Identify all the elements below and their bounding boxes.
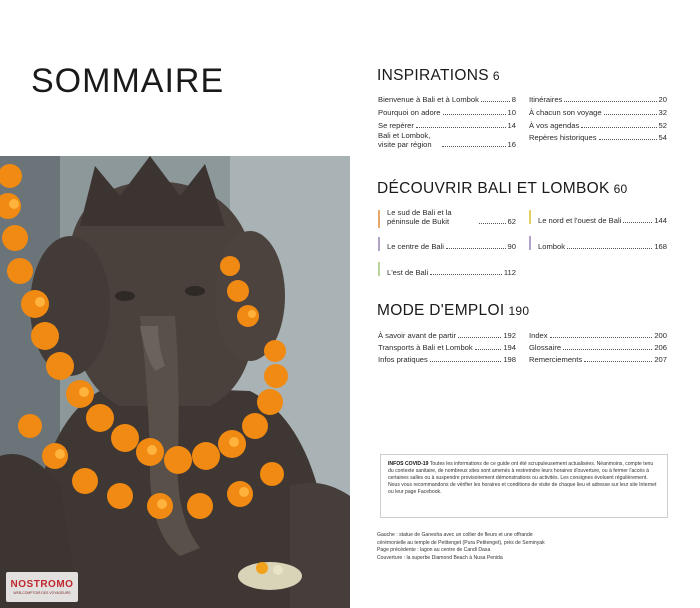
toc-entry[interactable] [529,331,667,340]
entry-label: Le sud de Bali et la péninsule de Bukit [387,208,452,226]
entry-label: À savoir avant de partir [378,331,457,340]
toc-entry[interactable] [378,131,516,149]
publisher-logo [6,572,78,602]
leader-dots [584,361,652,362]
leader-dots [599,139,657,140]
entry-page: 8 [511,95,516,104]
section-page: 60 [613,182,628,196]
section-title-inspirations [377,67,500,85]
section-name: INSPIRATIONS [377,67,489,84]
entry-page: 10 [507,108,516,117]
entry-label: Remerciements [529,355,583,364]
leader-dots [475,349,502,350]
entry-label: L'est de Bali [387,268,429,277]
photo-captions [377,532,557,562]
leader-dots [481,101,510,102]
entry-label: À chacun son voyage [529,108,602,117]
logo-subtext: WEB-COMPTOIR DES VOYAGEURS [13,591,71,595]
region-color-bar [378,262,380,276]
region-color-bar [378,210,380,228]
section-page: 190 [508,304,530,318]
entry-label: Pourquoi on adore [378,108,441,117]
page-title: SOMMAIRE [31,62,225,100]
caption-cover: Couverture : la superbe Diamond Beach à Nusa Penida [377,554,503,561]
entry-label: Le centre de Bali [387,242,444,251]
leader-dots [563,349,652,350]
toc-entry[interactable] [378,355,516,364]
section-title-mode-emploi [377,302,529,320]
toc-entry[interactable] [529,133,667,142]
entry-page: 192 [503,331,516,340]
entry-label: Transports à Bali et Lombok [378,343,473,352]
toc-entry[interactable] [378,343,516,352]
leader-dots [442,146,506,147]
entry-page: 207 [654,355,667,364]
leader-dots [443,114,506,115]
toc-entry[interactable] [387,268,516,277]
leader-dots [458,337,501,338]
leader-dots [446,248,506,249]
entry-label: Glossaire [529,343,562,352]
section-name: MODE D'EMPLOI [377,302,505,319]
toc-entry[interactable] [538,242,667,251]
entry-page: 52 [658,121,667,130]
toc-entry[interactable] [538,216,667,225]
entry-label: Bienvenue à Bali et à Lombok [378,95,479,104]
leader-dots [416,127,506,128]
toc-entry[interactable] [529,108,667,117]
section-name: DÉCOUVRIR BALI ET LOMBOK [377,180,610,197]
region-color-bar [529,210,531,224]
toc-entry[interactable] [387,208,516,226]
leader-dots [581,127,656,128]
entry-page: 90 [507,242,516,251]
toc-entry[interactable] [529,121,667,130]
leader-dots [479,223,506,224]
leader-dots [550,337,653,338]
region-color-bar [378,237,380,251]
entry-label: Le nord et l'ouest de Bali [538,216,622,225]
leader-dots [623,222,652,223]
section-title-decouvrir [377,180,628,198]
toc-entry[interactable] [529,95,667,104]
entry-page: 144 [654,216,667,225]
entry-label: Lombok [538,242,566,251]
entry-page: 14 [507,121,516,130]
entry-label: Bali et Lombok, visite par région [378,131,432,149]
ganesha-photo [0,156,350,608]
toc-entry[interactable] [387,242,516,251]
leader-dots [564,101,656,102]
entry-label: À vos agendas [529,121,580,130]
section-page: 6 [492,69,500,83]
entry-page: 62 [507,217,516,226]
covid-heading: INFOS COVID-19 [388,461,429,467]
entry-page: 198 [503,355,516,364]
entry-page: 200 [654,331,667,340]
covid-text: Toutes les informations de ce guide ont été scrupuleusement actualisées. Néanmoins, compte tenu du contexte sanitaire, de nombreux sites sont amenés à restreindre leurs horaires d'ouverture, ou à fermer l'accès à certaines salles ou à suspendre provisoirement démonstrations ou activités. Les consignes évoluent régulièrement. Nous vous recommandons de vérifier les horaires et conditions de visite de chaque lieu et adresse sur leur site Internet ou leur page Facebook. [388,461,657,495]
leader-dots [604,114,657,115]
entry-label: Itinéraires [529,95,563,104]
entry-page: 32 [658,108,667,117]
leader-dots [430,361,502,362]
entry-label: Index [529,331,548,340]
entry-label: Infos pratiques [378,355,428,364]
entry-page: 194 [503,343,516,352]
toc-entry[interactable] [378,108,516,117]
toc-entry[interactable] [378,121,516,130]
entry-page: 112 [503,268,516,277]
entry-label: Se repérer [378,121,414,130]
ganesha-statue-illustration [0,156,350,608]
covid-info-box [380,454,668,518]
toc-entry[interactable] [378,331,516,340]
entry-page: 20 [658,95,667,104]
entry-page: 206 [654,343,667,352]
logo-text: NOSTROMO [10,579,74,590]
leader-dots [567,248,652,249]
toc-entry[interactable] [529,343,667,352]
toc-entry[interactable] [529,355,667,364]
region-color-bar [529,236,531,250]
entry-page: 54 [658,133,667,142]
leader-dots [430,274,502,275]
caption-previous-page: Page précédente : lagon au centre de Candi Dasa [377,547,491,554]
entry-page: 168 [654,242,667,251]
caption-left: Gauche : statue de Ganesha avec un collier de fleurs et une offrande cérémonielle au temple de Petitenget (Pura Petitenget), près de Seminyak [377,532,545,546]
toc-entry[interactable] [378,95,516,104]
entry-page: 16 [507,140,516,149]
entry-label: Repères historiques [529,133,597,142]
